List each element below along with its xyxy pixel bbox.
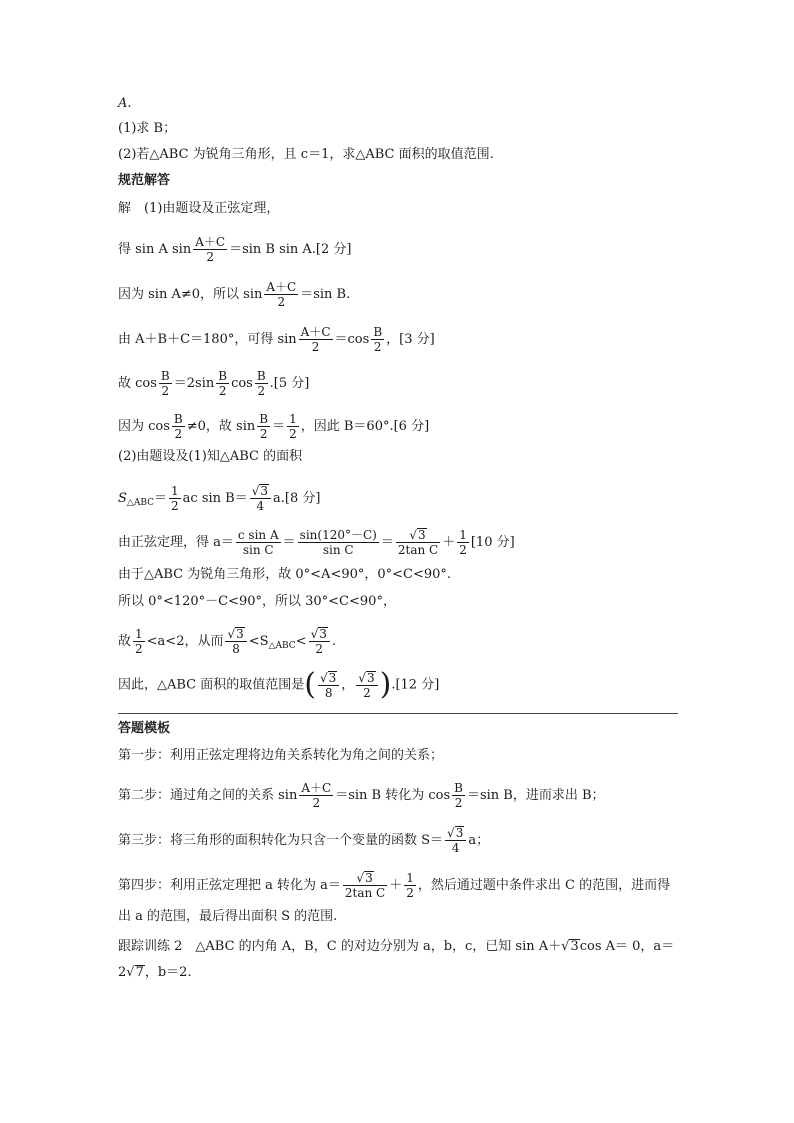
sqrt-fraction: $\frac{√3}{4}$ [250, 484, 271, 513]
sqrt-fraction: $\frac{√3}{2}$ [356, 671, 377, 700]
text-fragment: A. [118, 96, 132, 111]
solution-line-7: (2)由题设及(1)知△ABC 的面积 [118, 449, 303, 464]
sqrt-fraction: $\frac{√3}{2}$ [309, 627, 330, 656]
template-step-3: 第三步：将三角形的面积转化为只含一个变量的函数 S＝ $\frac{√3}{4}$ a； [118, 826, 490, 855]
solution-line-3: 因为 sin A≠0，所以 sin $\frac{A+C}{2}$ ＝sin B. [118, 280, 351, 309]
fraction: $\frac{\sin(120^\circ-C)}{\text{sin C}}$ [299, 528, 377, 557]
question-2: (2)若△ABC 为锐角三角形，且 c＝1，求△ABC 面积的取值范围. [118, 147, 494, 162]
template-step-4: 第四步：利用正弦定理把 a 转化为 a＝ $\frac{√3}{\text{2tan C}}$ ＋ $\frac{1}{2}$ ，然后通过题中条件求出 C 的范围，进而得 [118, 871, 671, 900]
solution-line-5: 故 cos $\frac{B}{2}$ ＝2sin $\frac{B}{2}$ cos $\frac{B}{2}$ .[5 分] [118, 369, 310, 398]
solution-line-4: 由 A＋B＋C＝180°，可得 sin $\frac{A+C}{2}$ ＝cos $\frac{B}{2}$ ，[3 分] [118, 325, 435, 354]
fraction: $\frac{B}{2}$ [373, 325, 383, 354]
question-1: (1)求 B； [118, 121, 177, 136]
exercise-line-1: 跟踪训练 2 △ABC 的内角 A，B，C 的对边分别为 a，b，c，已知 sin A＋√3cos A＝ 0，a＝ [118, 939, 675, 954]
fraction: $\frac{A+C}{2}$ [301, 781, 332, 810]
fraction: $\frac{\text{c sin A}}{\text{sin C}}$ [237, 528, 279, 557]
solution-line-9: 由正弦定理，得 a＝ $\frac{\text{c sin A}}{\text{sin C}}$ ＝ $\frac{\sin(120^\circ-C)}{\text{sin C}}$ ＝ $\frac{√3}{\text{2tan C}}$ ＋ $\frac{1}{2}$ [10 分] [118, 528, 515, 557]
sqrt-fraction: $\frac{√3}{\text{2tan C}}$ [397, 528, 439, 557]
solution-line-1: 解 (1)由题设及正弦定理， [118, 201, 280, 216]
fraction: $\frac{B}{2}$ [256, 369, 266, 398]
solution-line-8: $S_{\triangle ABC}=$ $\frac{1}{2}$ ac sin B＝ $\frac{√3}{4}$ a.[8 分] [118, 484, 321, 513]
sqrt-fraction: $\frac{√3}{8}$ [225, 627, 246, 656]
fraction: $\frac{1}{2}$ [406, 871, 414, 900]
solution-line-12: 故 $\frac{1}{2}$ <a<2，从而 $\frac{√3}{8}$ $<S_{\triangle ABC}<$ $\frac{√3}{2}$ . [118, 627, 337, 656]
fraction: $\frac{1}{2}$ [459, 528, 467, 557]
fraction: $\frac{1}{2}$ [171, 484, 179, 513]
fraction: $\frac{1}{2}$ [135, 627, 143, 656]
sqrt-fraction: $\frac{√3}{\text{2tan C}}$ [344, 871, 386, 900]
fraction: $\frac{B}{2}$ [173, 412, 183, 441]
fraction: $\frac{B}{2}$ [259, 412, 269, 441]
solution-line-6: 因为 cos $\frac{B}{2}$ ≠0，故 sin $\frac{B}{2}$ ＝ $\frac{1}{2}$ ，因此 B＝60°.[6 分] [118, 412, 430, 441]
solution-line-2: 得 sin A sin $\frac{A+C}{2}$ ＝sin B sin A.[2 分] [118, 235, 352, 264]
exercise-line-2: 2√7，b＝2. [118, 965, 192, 980]
fraction: $\frac{A+C}{2}$ [300, 325, 331, 354]
sqrt-fraction: $\frac{√3}{8}$ [318, 671, 339, 700]
fraction: $\frac{1}{2}$ [289, 412, 297, 441]
solution-line-13: 因此，△ABC 面积的取值范围是( $\frac{√3}{8}$ ， $\frac{√3}{2}$ ).[12 分] [118, 667, 440, 702]
fraction: $\frac{B}{2}$ [160, 369, 170, 398]
solution-line-10: 由于△ABC 为锐角三角形，故 0°<A<90°，0°<C<90°. [118, 567, 452, 582]
sqrt-fraction: $\frac{√3}{4}$ [445, 826, 466, 855]
sqrt: √3 [561, 939, 579, 954]
section-divider [118, 713, 678, 714]
sqrt: √7 [126, 965, 144, 980]
template-step-1: 第一步：利用正弦定理将边角关系转化为角之间的关系； [118, 748, 444, 763]
fraction: $\frac{B}{2}$ [454, 781, 463, 810]
fraction: $\frac{B}{2}$ [218, 369, 228, 398]
template-step-2: 第二步：通过角之间的关系 sin $\frac{A+C}{2}$ ＝sin B 转化为 cos $\frac{B}{2}$ ＝sin B，进而求出 B； [118, 781, 605, 810]
solution-heading: 规范解答 [118, 173, 171, 188]
solution-line-11: 所以 0°<120°－C<90°，所以 30°<C<90°， [118, 594, 396, 609]
template-step-4-cont: 出 a 的范围，最后得出面积 S 的范围. [118, 909, 338, 924]
fraction: $\frac{A+C}{2}$ [195, 235, 226, 264]
template-heading: 答题模板 [118, 721, 171, 736]
fraction: $\frac{A+C}{2}$ [266, 280, 297, 309]
